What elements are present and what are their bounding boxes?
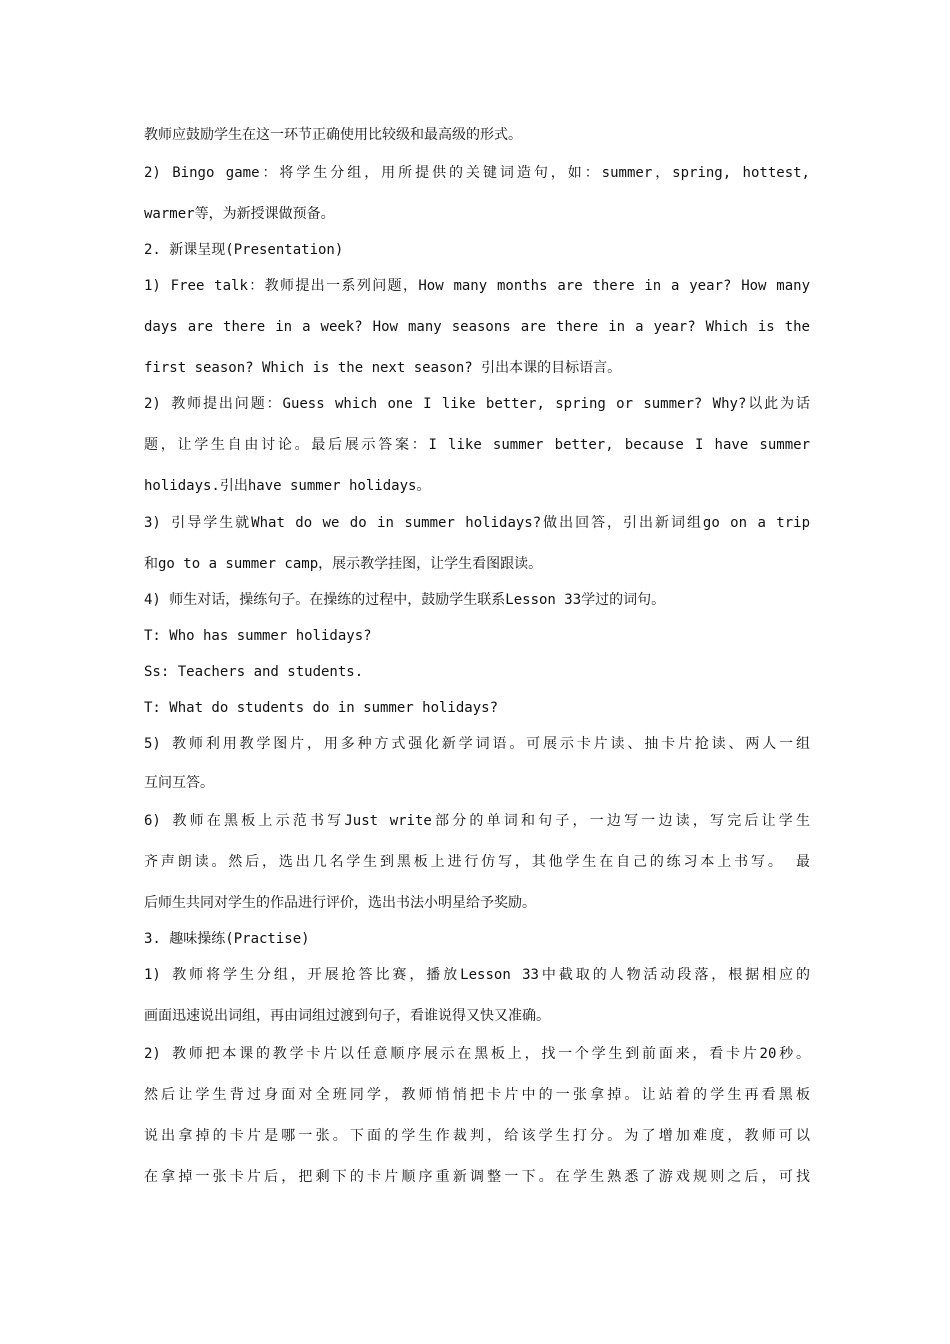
- section-heading: 3. 趣味操练(Practise): [144, 931, 310, 947]
- text-line: 和go to a summer camp，展示教学挂图，让学生看图跟读。: [144, 556, 543, 572]
- text-line: 3) 引导学生就What do we do in summer holidays?做出回答，引出新词组go on a trip: [144, 515, 810, 531]
- text-line: 说出拿掉的卡片是哪一张。下面的学生作裁判，给该学生打分。为了增加难度，教师可以: [144, 1128, 810, 1144]
- text-line: first season? Which is the next season? 引出本课的目标语言。: [144, 360, 622, 376]
- text-line: 后师生共同对学生的作品进行评价，选出书法小明星给予奖励。: [144, 895, 536, 911]
- text-line: 互问互答。: [144, 775, 214, 791]
- text-line: 6) 教师在黑板上示范书写Just write部分的单词和句子，一边写一边读，写完后让学生: [144, 813, 810, 829]
- text-line: 2) 教师提出问题：Guess which one I like better, spring or summer? Why?以此为话: [144, 396, 810, 412]
- text-line: days are there in a week? How many seasons are there in a year? Which is the: [144, 319, 810, 335]
- text-line: 在拿掉一张卡片后，把剩下的卡片顺序重新调整一下。在学生熟悉了游戏规则之后，可找: [144, 1169, 810, 1185]
- text-line: 1) Free talk：教师提出一系列问题，How many months are there in a year? How many: [144, 278, 810, 294]
- text-line: 题，让学生自由讨论。最后展示答案：I like summer better, because I have summer: [144, 437, 810, 453]
- text-line: 1) 教师将学生分组，开展抢答比赛，播放Lesson 33中截取的人物活动段落，根据相应的: [144, 967, 810, 983]
- text-line: 4) 师生对话，操练句子。在操练的过程中，鼓励学生联系Lesson 33学过的词句。: [144, 592, 666, 608]
- dialogue-line: T: What do students do in summer holidays?: [144, 700, 499, 716]
- section-heading: 2. 新课呈现(Presentation): [144, 242, 344, 258]
- text-line: 然后让学生背过身面对全班同学，教师悄悄把卡片中的一张拿掉。让站着的学生再看黑板: [144, 1087, 810, 1103]
- text-line: 2) Bingo game：将学生分组，用所提供的关键词造句，如：summer，spring, hottest,: [144, 165, 810, 181]
- text-line: 2) 教师把本课的教学卡片以任意顺序展示在黑板上，找一个学生到前面来，看卡片20秒。: [144, 1046, 810, 1062]
- dialogue-line: T: Who has summer holidays?: [144, 628, 372, 644]
- text-line: warmer等，为新授课做预备。: [144, 206, 335, 222]
- text-line: 5) 教师利用教学图片，用多种方式强化新学词语。可展示卡片读、抽卡片抢读、两人一组: [144, 736, 810, 752]
- dialogue-line: Ss: Teachers and students.: [144, 664, 364, 680]
- text-line: 齐声朗读。然后，选出几名学生到黑板上进行仿写，其他学生在自己的练习本上书写。 最: [144, 854, 810, 870]
- text-line: 画面迅速说出词组，再由词组过渡到句子，看谁说得又快又准确。: [144, 1008, 550, 1024]
- text-line: holidays.引出have summer holidays。: [144, 478, 431, 494]
- text-line: 教师应鼓励学生在这一环节正确使用比较级和最高级的形式。: [144, 127, 522, 143]
